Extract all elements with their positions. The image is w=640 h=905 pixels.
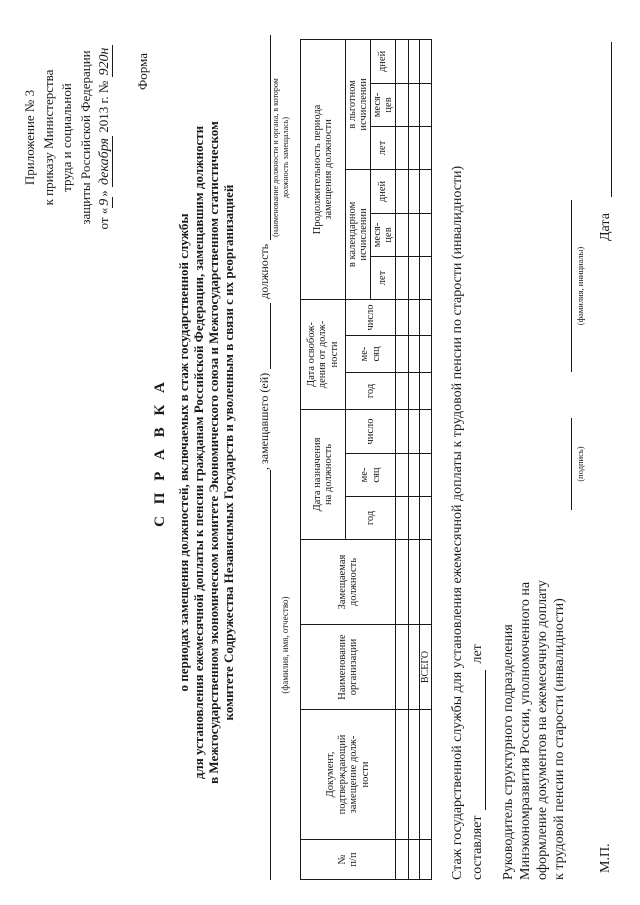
table-cell	[409, 299, 420, 335]
table-row	[396, 39, 409, 879]
order-year: 2013 г. №	[96, 80, 111, 133]
order-day-suffix: »	[96, 190, 111, 197]
order-day-handwritten: 9	[97, 198, 112, 206]
form-label: Форма	[135, 53, 150, 90]
service-periods-table	[300, 39, 432, 880]
years-blank	[471, 670, 486, 810]
table-cell	[409, 409, 420, 453]
table-row	[409, 39, 420, 879]
subtitle-line: о периодах замещения должностей, включаемых в стаж государственной службы	[176, 213, 191, 692]
service-length-statement: Стаж государственной службы для установления ежемесячной доплаты к трудовой пенсии по старости (инвалидности)	[450, 165, 465, 880]
appendix-order-ref-line-2: труда и социальной	[59, 83, 74, 192]
header-position: Замещаемая должность	[301, 540, 396, 625]
table-cell	[409, 454, 420, 497]
header-release-year: год	[346, 372, 396, 409]
header-release-day: число	[346, 299, 396, 335]
table-header-row	[301, 39, 346, 879]
person-line	[256, 35, 271, 880]
amount-prefix: составляет	[470, 815, 485, 880]
after-name-text: , замещавшего (ей)	[257, 372, 271, 470]
header-preferential-years: лет	[371, 126, 396, 169]
full-name-blank	[257, 470, 271, 880]
header-appointment-date: Дата назначения на должность	[301, 409, 346, 539]
total-label: ВСЕГО	[420, 625, 432, 710]
header-appointment-day: число	[346, 409, 396, 453]
table-cell	[396, 39, 409, 83]
signature-caption: (подпись)	[575, 446, 585, 482]
table-cell	[409, 710, 420, 840]
appendix-header	[21, 30, 115, 245]
appendix-order-ref-line-1: к приказу Министерства	[40, 69, 56, 206]
table-cell	[409, 169, 420, 213]
table-cell	[396, 335, 409, 372]
signatory-line: к трудовой пенсии по старости (инвалидности)	[552, 598, 567, 880]
table-cell	[420, 299, 432, 335]
table-cell	[396, 409, 409, 453]
table-cell	[396, 625, 409, 710]
table-cell	[420, 83, 432, 126]
header-document: Документ, подтверждающий замещение долж- ности	[301, 710, 396, 840]
table-cell	[409, 840, 420, 880]
position-blank	[257, 35, 271, 240]
appendix-number: Приложение № 3	[22, 89, 37, 186]
table-cell	[409, 625, 420, 710]
order-month-handwritten: декабря	[97, 137, 112, 185]
table-cell	[409, 83, 420, 126]
table-cell	[396, 126, 409, 169]
header-release-month: ме- сяц	[346, 335, 396, 372]
date-label: Дата	[598, 213, 613, 241]
table-cell	[409, 256, 420, 299]
header-duration: Продолжительность периода замещения должности	[301, 39, 346, 299]
table-cell	[420, 409, 432, 453]
table-cell	[420, 497, 432, 540]
table-cell	[396, 497, 409, 540]
table-cell	[409, 126, 420, 169]
header-preferential-calculation: в льготном исчислении	[346, 39, 371, 169]
table-cell	[396, 454, 409, 497]
position-caption-line: (наименование должности и органа, в котором	[271, 78, 280, 237]
table-cell	[396, 213, 409, 256]
table-cell	[420, 372, 432, 409]
table-cell	[396, 372, 409, 409]
table-cell	[409, 540, 420, 625]
position-caption	[271, 50, 291, 265]
document-subtitle	[176, 20, 236, 885]
header-calendar-calculation: в календарном исчислении	[346, 169, 371, 299]
appendix-order-ref-line-3: защиты Российской Федерации	[77, 50, 93, 225]
table-cell	[409, 39, 420, 83]
table-cell	[420, 710, 432, 840]
header-preferential-days: дней	[371, 39, 396, 83]
header-organization: Наименование организации	[301, 625, 396, 710]
order-date-line	[95, 30, 115, 245]
order-number-handwritten: 920н	[97, 47, 112, 76]
table-cell	[396, 840, 409, 880]
middle-blank	[257, 303, 271, 369]
table-cell	[420, 840, 432, 880]
signature-line	[571, 418, 572, 510]
amount-unit: лет	[470, 644, 485, 664]
service-length-amount-line	[469, 644, 486, 880]
signatory-title	[500, 580, 568, 880]
header-calendar-days: дней	[371, 169, 396, 213]
position-word: должность	[257, 243, 271, 299]
table-cell	[420, 335, 432, 372]
header-calendar-years: лет	[371, 256, 396, 299]
table-cell	[420, 169, 432, 213]
header-appointment-year: год	[346, 497, 396, 540]
table-cell	[420, 540, 432, 625]
header-calendar-months: меся- цев	[371, 213, 396, 256]
table-cell	[420, 213, 432, 256]
table-cell	[396, 256, 409, 299]
table-cell	[409, 213, 420, 256]
signatory-line: Руководитель структурного подразделения	[501, 624, 516, 880]
order-prefix: от «	[96, 207, 111, 230]
subtitle-line: для установления ежемесячной доплаты к пенсии гражданам Российской Федерации, замещавшим должности	[191, 125, 206, 780]
header-appointment-month: ме- сяц	[346, 454, 396, 497]
table-cell	[409, 372, 420, 409]
subtitle-line: в Межгосударственном экономическом комитете Экономического союза и Межгосударственном статистическом	[206, 121, 221, 784]
signatory-name-line	[571, 200, 572, 372]
header-number: № п/п	[301, 840, 396, 880]
stamp-place-label: М.П.	[598, 843, 613, 873]
table-cell	[396, 540, 409, 625]
table-cell	[396, 710, 409, 840]
table-cell	[420, 39, 432, 83]
full-name-caption: (фамилия, имя, отчество)	[280, 596, 290, 694]
signatory-name-caption: (фамилия, инициалы)	[575, 246, 585, 326]
table-cell	[396, 83, 409, 126]
position-caption-line: должность замещалась)	[281, 116, 290, 199]
date-blank-line	[611, 42, 612, 197]
header-preferential-months: меся- цев	[371, 83, 396, 126]
table-cell	[420, 126, 432, 169]
signatory-line: оформление документов на ежемесячную доплату	[535, 580, 550, 880]
subtitle-line: комитете Содружества Независимых Государств и уволенным в связи с их реорганизацией	[221, 184, 236, 721]
table-cell	[409, 497, 420, 540]
document-title: С П Р А В К А	[152, 378, 168, 527]
table-total-row	[420, 39, 432, 879]
table-cell	[396, 299, 409, 335]
signatory-line: Минэкономразвития России, уполномоченного на	[518, 581, 533, 880]
table-cell	[396, 169, 409, 213]
table-cell	[420, 454, 432, 497]
table-cell	[409, 335, 420, 372]
header-release-date: Дата освобож- дения от долж- ности	[301, 299, 346, 409]
table-cell	[420, 256, 432, 299]
